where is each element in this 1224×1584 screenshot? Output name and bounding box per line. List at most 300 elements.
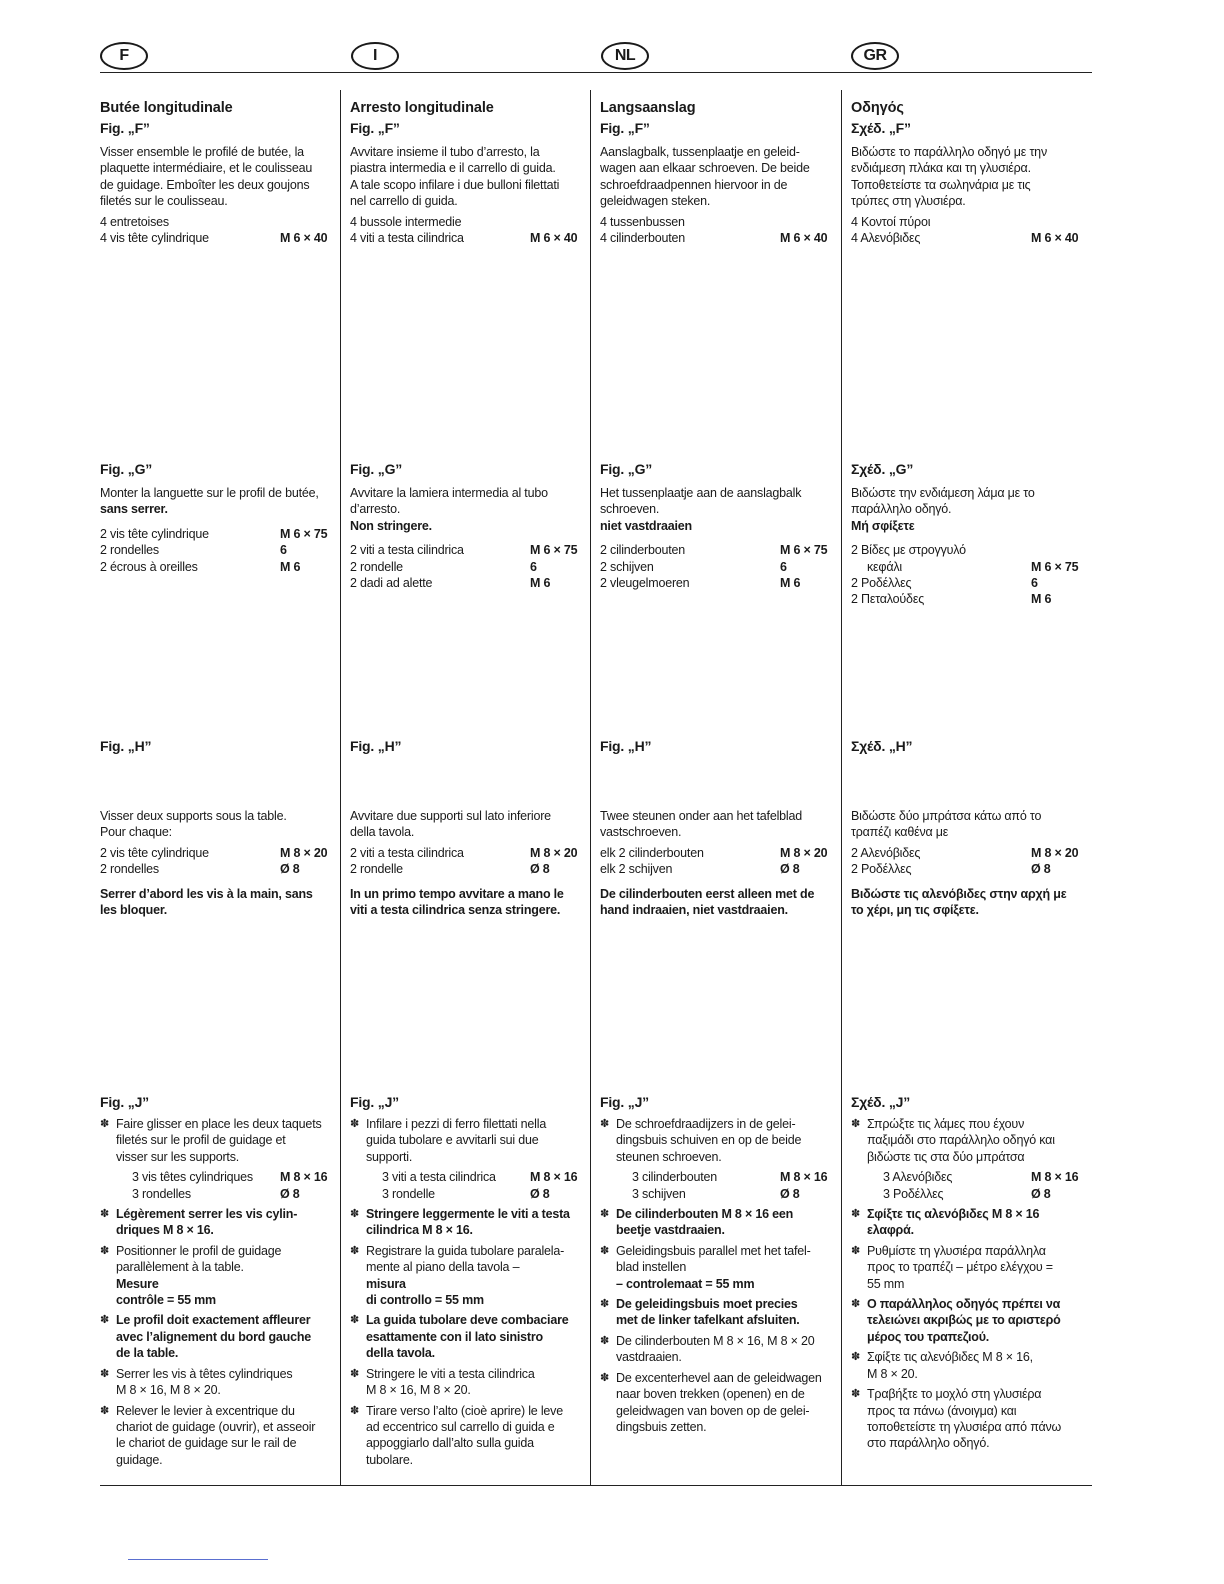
text-line: schroefdraadpennen hiervoor in de: [600, 177, 788, 192]
part-row: [632, 1169, 832, 1185]
part-size: [780, 214, 832, 230]
part-name: 2 Ροδέλλες: [851, 576, 912, 591]
bullet-line: ✽ Registrare la guida tubolare paralela-: [366, 1243, 565, 1258]
parts-list: [100, 526, 332, 575]
part-size: M 6: [530, 576, 551, 591]
part-row: [851, 559, 1083, 575]
instruction-text: [600, 808, 832, 841]
column-it: [350, 0, 582, 1584]
step-bullet: [100, 1206, 332, 1239]
text-line: Βιδώστε την ενδιάμεση λάμα με το: [851, 486, 1035, 500]
part-row: [100, 861, 332, 877]
part-size: M 6 × 75: [1031, 559, 1079, 574]
part-row: [100, 542, 332, 558]
part-name: 3 Αλενόβιδες: [883, 1170, 953, 1185]
part-name: 2 rondelle: [350, 862, 403, 877]
bullet-line: driques M 8 × 16.: [116, 1223, 214, 1238]
part-name: 2 Ροδέλλες: [851, 862, 912, 877]
part-size: M 6 × 40: [780, 231, 828, 246]
column-divider: [340, 90, 341, 1485]
instruction-text: [851, 485, 1083, 534]
bullet-line: ✽ Ο παράλληλος οδηγός πρέπει να: [867, 1297, 1061, 1312]
part-name: 2 dadi ad alette: [350, 576, 433, 591]
bullet-line: met de linker tafelkant afsluiten.: [616, 1313, 800, 1328]
part-size: M 6: [780, 576, 801, 591]
parts-list: [851, 542, 1083, 608]
text-line: vastschroeven.: [600, 825, 682, 840]
section-fig-j: [600, 1092, 832, 1435]
part-size: Ø 8: [780, 862, 800, 877]
part-row: [600, 559, 832, 575]
part-name: 4 entretoises: [100, 214, 169, 229]
section-fig-f: [350, 98, 582, 246]
part-name: 3 vis têtes cylindriques: [132, 1170, 253, 1185]
bullet-line: tubolare.: [366, 1452, 413, 1467]
parts-list: [851, 214, 1083, 247]
bullet-line: ✽ La guida tubolare deve combaciare: [366, 1313, 569, 1328]
part-row: [632, 1186, 832, 1202]
part-row: [851, 575, 1083, 591]
parts-list: [350, 214, 582, 247]
part-name: 2 Αλενόβιδες: [851, 845, 921, 860]
part-name: 2 vis tête cylindrique: [100, 845, 209, 860]
bullet-line: ✽ Serrer les vis à têtes cylindriques: [116, 1366, 293, 1381]
part-name: 2 Πεταλούδες: [851, 592, 925, 607]
bullet-line: ✽ Positionner le profil de guidage: [116, 1243, 282, 1258]
part-row: [350, 861, 582, 877]
figure-label: Fig. „F”: [350, 120, 400, 136]
bullet-line: M 8 × 20.: [867, 1366, 918, 1381]
section-fig-g: [350, 459, 582, 591]
part-row: [600, 230, 832, 246]
instruction-text: [851, 144, 1083, 210]
part-row: [132, 1186, 332, 1202]
part-name: 4 tussenbussen: [600, 214, 685, 229]
part-size: M 6: [280, 559, 301, 574]
bullet-line: le chariot de guidage sur le rail de: [116, 1436, 297, 1451]
part-name: elk 2 schijven: [600, 862, 673, 877]
section-fig-f: [851, 98, 1083, 246]
figure-label: Fig. „G”: [350, 461, 403, 477]
text-line: Pour chaque:: [100, 825, 172, 840]
part-size: 6: [780, 559, 787, 574]
bullet-line: ✽ De excenterhevel aan de geleidwagen: [616, 1370, 822, 1385]
part-name: 4 Αλενόβιδες: [851, 231, 921, 246]
parts-list: [600, 845, 832, 878]
bullet-line: supporti.: [366, 1149, 413, 1164]
part-row: [600, 861, 832, 877]
bullet-line: ✽ Geleidingsbuis parallel met het tafel-: [616, 1243, 811, 1258]
bullet-line: M 8 × 16, M 8 × 20.: [116, 1383, 221, 1398]
bullet-line: filetés sur le profil de guidage et: [116, 1133, 286, 1148]
step-bullet: [100, 1243, 332, 1309]
part-name: 2 cilinderbouten: [600, 543, 686, 558]
part-size: Ø 8: [530, 862, 550, 877]
text-line: A tale scopo infilare i due bulloni filettati: [350, 177, 560, 192]
part-name: 2 vleugelmoeren: [600, 576, 690, 591]
step-bullet: [600, 1243, 832, 1292]
part-name: κεφάλι: [867, 559, 902, 574]
bullet-line: 55 mm: [867, 1276, 905, 1291]
part-size: M 6 × 75: [780, 543, 828, 558]
bullet-line: ✽ Ρυθμίστε τη γλυσιέρα παράλληλα: [867, 1243, 1046, 1258]
step-bullet: [350, 1366, 582, 1399]
part-row: [350, 230, 582, 246]
part-size: M 8 × 20: [780, 845, 828, 860]
part-size: M 8 × 16: [530, 1170, 578, 1185]
part-size: M 6 × 40: [280, 231, 328, 246]
column-gr: [851, 0, 1083, 1584]
bullet-line: ✽ Légèrement serrer les vis cylin-: [116, 1207, 298, 1222]
bullet-line: naar boven trekken (openen) en de: [616, 1387, 805, 1402]
parts-list: [616, 1169, 832, 1202]
step-bullet: [851, 1116, 1083, 1202]
part-name: 3 rondelles: [132, 1186, 191, 1201]
instruction-text: [851, 808, 1083, 841]
part-name: 2 rondelles: [100, 543, 159, 558]
bullet-line: ✽ Σφίξτε τις αλενόβιδες M 8 × 16,: [867, 1350, 1033, 1365]
section-fig-g: [600, 459, 832, 591]
part-size: [1031, 214, 1083, 230]
section-title: Butée longitudinale: [100, 100, 233, 116]
text-line: d’arresto.: [350, 502, 401, 517]
part-row: [600, 575, 832, 591]
part-row: [350, 542, 582, 558]
bullet-line: ✽ Stringere leggermente le viti a testa: [366, 1207, 570, 1222]
text-line: hand indraaien, niet vastdraaien.: [600, 903, 788, 918]
step-bullet: [851, 1349, 1083, 1382]
column-nl: [600, 0, 832, 1584]
section-title: Arresto longitudinale: [350, 100, 494, 116]
part-row: [100, 526, 332, 542]
part-row: [600, 214, 832, 230]
instruction-text: [600, 485, 832, 534]
bullet-line: dingsbuis schuiven en op de beide: [616, 1133, 802, 1148]
bullet-line: ✽ Tirare verso l’alto (cioè aprire) le leve: [366, 1403, 563, 1418]
instruction-text: [350, 485, 582, 534]
section-fig-h: [851, 736, 1083, 918]
part-row: [382, 1169, 582, 1185]
text-line: Avvitare due supporti sul lato inferiore: [350, 809, 551, 823]
text-line: τρύπες στη γλυσιέρα.: [851, 194, 966, 209]
part-size: Ø 8: [1031, 862, 1051, 877]
part-size: M 6 × 75: [530, 543, 578, 558]
part-row: [600, 845, 832, 861]
part-name: 2 schijven: [600, 559, 654, 574]
part-size: [530, 214, 582, 230]
part-name: 4 Κοντοί πύροι: [851, 214, 931, 229]
part-name: 4 vis tête cylindrique: [100, 231, 209, 246]
part-row: [350, 845, 582, 861]
part-name: 4 bussole intermedie: [350, 214, 462, 229]
parts-list: [350, 845, 582, 878]
part-row: [132, 1169, 332, 1185]
part-name: 2 rondelle: [350, 559, 403, 574]
bullet-line: ✽ De cilinderbouten M 8 × 16 een: [616, 1207, 794, 1222]
column-divider: [590, 90, 591, 1485]
bullet-line: appoggiarlo dall’alto sulla guida: [366, 1436, 534, 1451]
text-line: In un primo tempo avvitare a mano le: [350, 886, 564, 901]
part-row: [350, 214, 582, 230]
part-row: [851, 861, 1083, 877]
text-line: nel carrello di guida.: [350, 194, 458, 209]
bullet-line: ✽ Σφίξτε τις αλενόβιδες M 8 × 16: [867, 1207, 1040, 1222]
bullet-line: ✽ Infilare i pezzi di ferro filettati nella: [366, 1117, 547, 1131]
part-name: 3 rondelle: [382, 1186, 435, 1201]
text-line: ενδιάμεση πλάκα και τη γλυσιέρα.: [851, 161, 1031, 176]
bullet-line: παξιμάδι στο παράλληλο οδηγό και: [867, 1133, 1055, 1148]
parts-list: [116, 1169, 332, 1202]
text-line: schroeven.: [600, 502, 660, 517]
part-size: Ø 8: [1031, 1186, 1051, 1201]
part-name: 2 viti a testa cilindrica: [350, 845, 464, 860]
part-row: [883, 1186, 1083, 1202]
warning-text: [350, 886, 582, 919]
bullet-line: ad eccentrico sul carrello di guida e: [366, 1419, 555, 1434]
bullet-line: M 8 × 16, M 8 × 20.: [366, 1383, 471, 1398]
bullet-line: μέρος του τραπεζιού.: [867, 1329, 990, 1344]
section-title: Οδηγός: [851, 100, 904, 116]
parts-list: [100, 214, 332, 247]
figure-label: Fig. „F”: [100, 120, 150, 136]
part-row: [350, 559, 582, 575]
column-fr: [100, 0, 332, 1584]
text-line: Het tussenplaatje aan de aanslagbalk: [600, 486, 802, 500]
text-line: plaquette intermédiaire, et le coulisseau: [100, 161, 313, 176]
step-bullet: [851, 1206, 1083, 1239]
text-line: Τοποθετείστε τα σωληνάρια με τις: [851, 177, 1031, 192]
language-badge-gr: GR: [851, 42, 899, 70]
instruction-text: [350, 144, 582, 210]
bullet-line: τοποθετείστε τη γλυσιέρα από πάνω: [867, 1419, 1062, 1434]
bullet-line: προς το τραπέζι – μέτρο ελέγχου =: [867, 1260, 1053, 1275]
part-name: 2 rondelles: [100, 862, 159, 877]
language-badge-i: I: [351, 42, 399, 70]
bullet-line: στο παράλληλο οδηγό.: [867, 1436, 990, 1451]
part-size: M 6: [1031, 592, 1052, 607]
part-name: 2 écrous à oreilles: [100, 559, 198, 574]
bullet-line: della tavola.: [366, 1346, 435, 1361]
step-bullet: [350, 1243, 582, 1309]
text-line: Monter la languette sur le profil de butée,: [100, 486, 319, 500]
step-bullet: [350, 1206, 582, 1239]
figure-label: Σχέδ. „H”: [851, 738, 913, 754]
part-row: [100, 559, 332, 575]
part-size: Ø 8: [280, 1186, 300, 1201]
bullet-line: ✽ Le profil doit exactement affleurer: [116, 1313, 311, 1328]
step-bullet: [100, 1366, 332, 1399]
warning-text: sans serrer.: [100, 502, 168, 517]
step-bullet: [851, 1386, 1083, 1452]
text-line: geleidwagen steken.: [600, 194, 711, 209]
part-name: 4 cilinderbouten: [600, 231, 686, 246]
bullet-line: guida tubolare e avvitarli sui due: [366, 1133, 539, 1148]
section-title: Langsaanslag: [600, 100, 696, 116]
part-name: elk 2 cilinderbouten: [600, 845, 704, 860]
parts-list: [867, 1169, 1083, 1202]
text-line: Serrer d’abord les vis à la main, sans: [100, 886, 313, 901]
instruction-text: [100, 144, 332, 210]
step-bullet: [100, 1403, 332, 1469]
bullet-line: ✽ Τραβήξτε το μοχλό στη γλυσιέρα: [867, 1387, 1042, 1402]
section-fig-j: [100, 1092, 332, 1468]
text-line: Twee steunen onder aan het tafelblad: [600, 809, 802, 823]
step-bullet: [100, 1312, 332, 1361]
part-name: 3 Ροδέλλες: [883, 1186, 944, 1201]
part-size: M 6 × 75: [280, 526, 328, 541]
bullet-line-bold: – controlemaat = 55 mm: [616, 1276, 755, 1291]
bullet-line: de la table.: [116, 1346, 179, 1361]
step-bullet: [851, 1243, 1083, 1292]
warning-text: Μή σφίξετε: [851, 518, 915, 533]
part-size: M 8 × 20: [280, 845, 328, 860]
step-bullet: [100, 1116, 332, 1202]
part-row: [100, 214, 332, 230]
parts-list: [100, 845, 332, 878]
text-line: viti a testa cilindrica senza stringere.: [350, 903, 561, 918]
part-row: [100, 845, 332, 861]
bullet-line: esattamente con il lato sinistro: [366, 1329, 543, 1344]
part-row: [883, 1169, 1083, 1185]
part-size: M 6 × 40: [1031, 231, 1079, 246]
figure-label: Fig. „H”: [600, 738, 652, 754]
instruction-text: [100, 485, 332, 518]
bullet-line: ✽ De cilinderbouten M 8 × 16, M 8 × 20: [616, 1333, 815, 1348]
text-line: παράλληλο οδηγό.: [851, 502, 952, 517]
bullet-line: avec l’alignement du bord gauche: [116, 1329, 312, 1344]
warning-text: [600, 886, 832, 919]
part-size: M 6 × 40: [530, 231, 578, 246]
step-bullet: [350, 1312, 582, 1361]
text-line: Visser deux supports sous la table.: [100, 809, 287, 823]
figure-label: Fig. „H”: [100, 738, 152, 754]
part-name: 2 vis tête cylindrique: [100, 526, 209, 541]
step-bullet: [350, 1403, 582, 1469]
part-row: [851, 214, 1083, 230]
parts-list: [600, 214, 832, 247]
bullet-line: ✽ De geleidingsbuis moet precies: [616, 1297, 798, 1312]
text-line: Aanslagbalk, tussenplaatje en geleid-: [600, 145, 800, 159]
part-size: Ø 8: [780, 1186, 800, 1201]
part-size: M 8 × 20: [530, 845, 578, 860]
instruction-text: [600, 144, 832, 210]
section-fig-g: [100, 459, 332, 575]
bullet-line: τελειώνει ακριβώς με το αριστερό: [867, 1313, 1061, 1328]
part-size: M 8 × 16: [780, 1170, 828, 1185]
parts-list: [600, 542, 832, 591]
bullet-line: steunen schroeven.: [616, 1149, 722, 1164]
step-bullet: [600, 1116, 832, 1202]
section-fig-h: [100, 736, 332, 918]
section-fig-j: [350, 1092, 582, 1468]
instruction-text: [350, 808, 582, 841]
warning-text: niet vastdraaien: [600, 518, 692, 533]
bullet-line: ✽ De schroefdraadijzers in de gelei-: [616, 1117, 796, 1131]
bullet-line: vastdraaien.: [616, 1350, 682, 1365]
bullet-line: chariot de guidage (ouvrir), et asseoir: [116, 1419, 316, 1434]
bullet-line: ✽ Σπρώξτε τις λάμες που έχουν: [867, 1117, 1025, 1131]
section-fig-h: [350, 736, 582, 918]
step-bullet: [600, 1296, 832, 1329]
bullet-line: beetje vastdraaien.: [616, 1223, 725, 1238]
bullet-line-bold: misura: [366, 1276, 406, 1291]
language-badge-f: F: [100, 42, 148, 70]
part-size: M 8 × 16: [1031, 1170, 1079, 1185]
bullet-line: ✽ Stringere le viti a testa cilindrica: [366, 1366, 535, 1381]
step-bullet: [600, 1206, 832, 1239]
bullet-line: cilindrica M 8 × 16.: [366, 1223, 473, 1238]
bullet-line: guidage.: [116, 1452, 163, 1467]
part-row: [600, 542, 832, 558]
bullet-line: mente al piano della tavola –: [366, 1260, 520, 1275]
part-row: [851, 591, 1083, 607]
text-line: Avvitare insieme il tubo d’arresto, la: [350, 145, 540, 159]
text-line: Βιδώστε τις αλενόβιδες στην αρχή με: [851, 886, 1067, 901]
bullet-line: visser sur les supports.: [116, 1149, 240, 1164]
warning-text: [851, 886, 1083, 919]
bullet-line: βιδώστε τις στα δύο μπράτσα: [867, 1149, 1025, 1164]
text-line: piastra intermedia e il carrello di guida.: [350, 161, 556, 176]
part-size: M 8 × 16: [280, 1170, 328, 1185]
part-row: 2 Βίδες με στρογγυλό: [851, 543, 966, 558]
bullet-line: blad instellen: [616, 1260, 687, 1275]
step-bullet: [851, 1296, 1083, 1345]
part-size: 6: [280, 543, 287, 558]
section-fig-j: [851, 1092, 1083, 1452]
bullet-line: προς τα πάνω (άνοιγμα) και: [867, 1403, 1017, 1418]
figure-label: Fig. „G”: [100, 461, 153, 477]
part-size: Ø 8: [530, 1186, 550, 1201]
part-row: [100, 230, 332, 246]
part-row: [382, 1186, 582, 1202]
warning-text: [100, 886, 332, 919]
part-size: [280, 214, 332, 230]
figure-label: Fig. „H”: [350, 738, 402, 754]
step-bullet: [350, 1116, 582, 1202]
text-line: Avvitare la lamiera intermedia al tubo: [350, 486, 548, 500]
bullet-line: dingsbuis zetten.: [616, 1419, 707, 1434]
bullet-line-bold: di controllo = 55 mm: [366, 1293, 484, 1308]
part-size: M 8 × 20: [1031, 845, 1079, 860]
part-name: 3 schijven: [632, 1186, 686, 1201]
column-divider: [841, 90, 842, 1485]
text-line: De cilinderbouten eerst alleen met de: [600, 886, 815, 901]
bullet-line: ✽ Faire glisser en place les deux taquets: [116, 1117, 322, 1131]
text-line: Βιδώστε δύο μπράτσα κάτω από το: [851, 809, 1042, 823]
part-name: 2 viti a testa cilindrica: [350, 543, 464, 558]
text-line: della tavola.: [350, 825, 415, 840]
step-bullet: [600, 1333, 832, 1366]
parts-list: [851, 845, 1083, 878]
section-fig-g: [851, 459, 1083, 608]
text-line: Βιδώστε το παράλληλο οδηγό με την: [851, 145, 1047, 159]
part-row: [851, 230, 1083, 246]
figure-label: Fig. „J”: [350, 1094, 399, 1110]
text-line: το χέρι, μη τις σφίξετε.: [851, 903, 979, 918]
instruction-text: [100, 808, 332, 841]
text-line: de guidage. Emboîter les deux goujons: [100, 177, 310, 192]
part-name: 3 cilinderbouten: [632, 1170, 718, 1185]
text-line: τραπέζι καθένα με: [851, 825, 949, 840]
bullet-line-bold: contrôle = 55 mm: [116, 1293, 216, 1308]
warning-text: Non stringere.: [350, 518, 432, 533]
part-name: 4 viti a testa cilindrica: [350, 231, 464, 246]
parts-list: [366, 1169, 582, 1202]
section-fig-f: [100, 98, 332, 246]
figure-label: Σχέδ. „F”: [851, 120, 911, 136]
figure-label: Fig. „J”: [100, 1094, 149, 1110]
part-row: [851, 845, 1083, 861]
